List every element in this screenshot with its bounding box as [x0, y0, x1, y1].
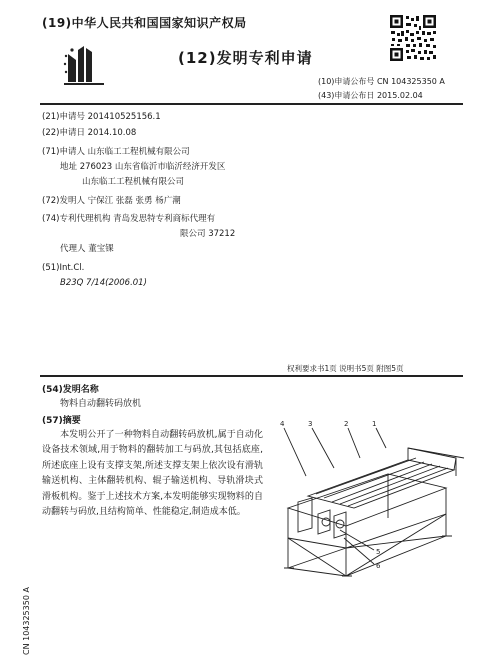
- application-date: (22)申请日 2014.10.08: [42, 128, 137, 138]
- sipo-logo-icon: [62, 44, 106, 88]
- patent-office-name: (19)中华人民共和国国家知识产权局: [42, 16, 247, 30]
- qr-code-icon: [389, 14, 437, 62]
- intcl-value: B23Q 7/14(2006.01): [60, 278, 147, 288]
- abstract-body: 本发明公开了一种物料自动翻转码放机,属于自动化设备技术领域,用于物料的翻转加工与码放,其包括底座,所述底座上设有支撑支架,所述支撑支架上依次设有滑轨输送机构、主体翻转机构、辊子输送机构、导轨滑块式滑板机构。鉴于上述技术方案,本发明能够实现物料的自动翻转与码放,且结构简单、性能稳定,制造成本低。: [42, 430, 263, 518]
- page-counts: 权利要求书1页 说明书5页 附图5页: [287, 364, 404, 373]
- publication-date: (43)申请公布日 2015.02.04: [318, 91, 423, 100]
- drawing-label-3: 3: [308, 420, 313, 428]
- side-publication-number: CN 104325350 A: [22, 587, 31, 655]
- drawing-label-4: 4: [280, 420, 285, 428]
- drawing-label-1: 1: [372, 420, 377, 428]
- patent-agent: 代理人 董宝锞: [60, 244, 114, 254]
- applicant: (71)申请人 山东临工工程机械有限公司: [42, 147, 190, 157]
- drawing-label-6: 6: [376, 562, 381, 570]
- drawing-label-5: 5: [376, 548, 381, 556]
- application-number: (21)申请号 201410525156.1: [42, 112, 161, 122]
- document-type-title: (12)发明专利申请: [178, 49, 313, 67]
- invention-name: 物料自动翻转码放机: [60, 399, 142, 409]
- drawing-label-2: 2: [344, 420, 349, 428]
- invention-title-heading: (54)发明名称: [42, 385, 99, 395]
- inventors: (72)发明人 宁保江 张磊 张勇 杨广潮: [42, 196, 181, 206]
- abstract-text: [42, 428, 263, 520]
- applicant-address: 地址 276023 山东省临沂市临沂经济开发区: [60, 162, 226, 172]
- abstract-divider: [40, 375, 463, 377]
- header-divider: [40, 103, 463, 105]
- patent-agency-cont: 限公司 37212: [180, 229, 236, 239]
- intcl-heading: (51)Int.Cl.: [42, 263, 85, 273]
- publication-number: (10)申请公布号 CN 104325350 A: [318, 77, 445, 86]
- machine-drawing: [268, 418, 468, 582]
- applicant-address-cont: 山东临工工程机械有限公司: [82, 177, 185, 187]
- abstract-heading: (57)摘要: [42, 416, 81, 426]
- patent-agency: (74)专利代理机构 青岛发思特专利商标代理有: [42, 214, 216, 224]
